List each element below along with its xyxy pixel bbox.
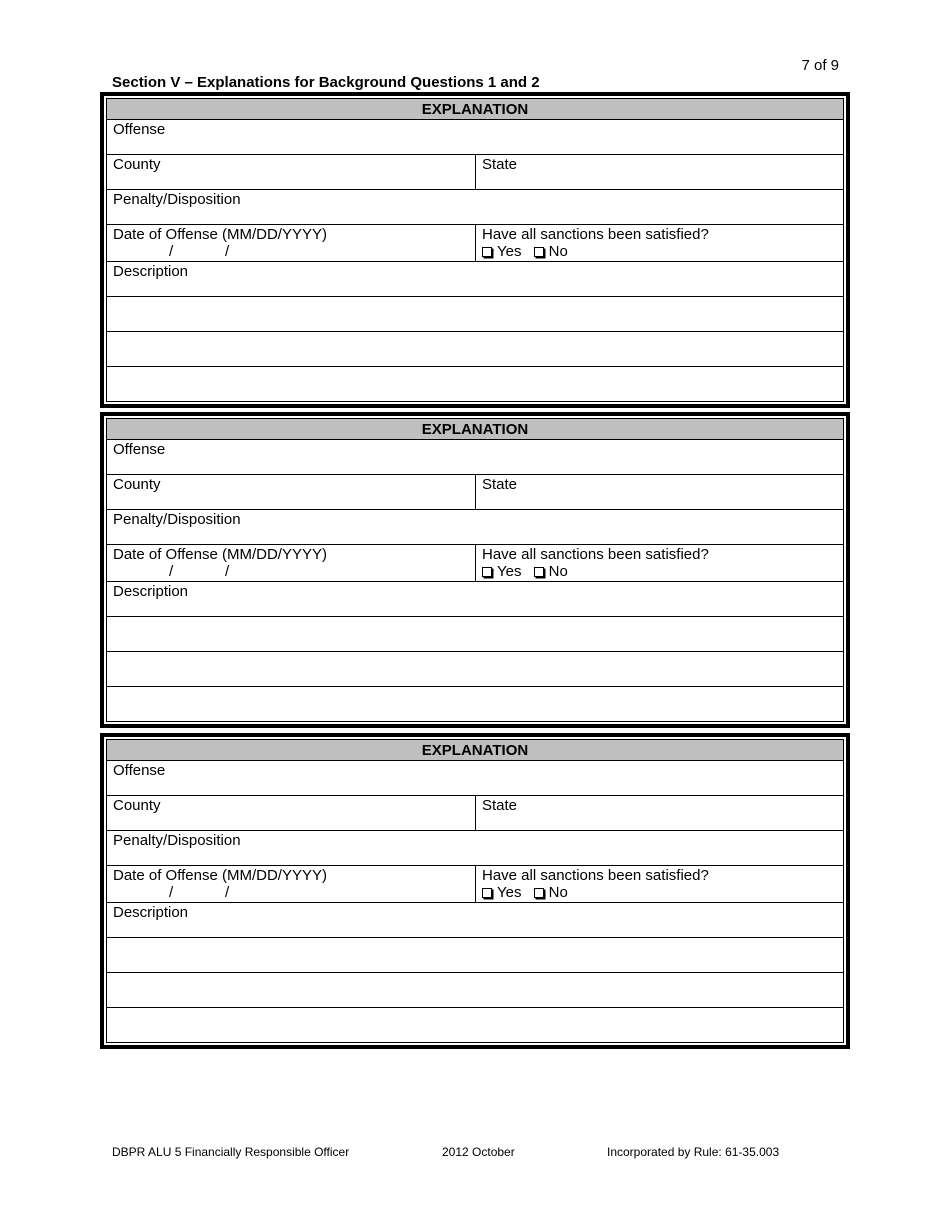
description-line[interactable] <box>107 367 843 401</box>
state-field[interactable] <box>476 155 843 189</box>
explanation-header: EXPLANATION <box>107 740 843 760</box>
offense-label: Offense <box>113 762 166 779</box>
date-separator: / <box>169 563 174 580</box>
date-of-offense-field[interactable] <box>107 225 476 261</box>
county-field[interactable] <box>107 475 476 509</box>
no-label: No <box>548 243 568 260</box>
penalty-label: Penalty/Disposition <box>113 511 241 528</box>
checkbox-icon <box>482 567 492 577</box>
page-number: 7 of 9 <box>801 57 839 74</box>
sanctions-field <box>476 545 843 581</box>
yes-label: Yes <box>497 884 522 901</box>
checkbox-icon <box>534 247 544 257</box>
checkbox-icon <box>482 888 492 898</box>
sanctions-field <box>476 866 843 902</box>
no-checkbox[interactable] <box>534 243 568 260</box>
offense-label: Offense <box>113 441 166 458</box>
yes-label: Yes <box>497 243 522 260</box>
state-label: State <box>482 476 518 493</box>
checkbox-icon <box>534 567 544 577</box>
penalty-field[interactable] <box>107 831 843 865</box>
explanation-block-1 <box>100 92 850 408</box>
offense-field[interactable] <box>107 761 843 795</box>
description-line[interactable] <box>107 332 843 366</box>
county-label: County <box>113 476 161 493</box>
penalty-label: Penalty/Disposition <box>113 191 241 208</box>
section-title: Section V – Explanations for Background Questions 1 and 2 <box>112 74 540 91</box>
yes-checkbox[interactable] <box>482 884 521 901</box>
penalty-field[interactable] <box>107 190 843 224</box>
offense-label: Offense <box>113 121 166 138</box>
no-label: No <box>548 884 568 901</box>
checkbox-icon <box>534 888 544 898</box>
sanctions-question: Have all sanctions been satisfied? <box>482 867 709 884</box>
description-label: Description <box>113 583 189 600</box>
county-label: County <box>113 797 161 814</box>
explanation-block-3 <box>100 733 850 1049</box>
date-separator: / <box>225 243 230 260</box>
offense-field[interactable] <box>107 120 843 154</box>
no-checkbox[interactable] <box>534 884 568 901</box>
offense-field[interactable] <box>107 440 843 474</box>
description-line[interactable] <box>107 1008 843 1042</box>
yes-checkbox[interactable] <box>482 243 521 260</box>
description-label: Description <box>113 904 189 921</box>
sanctions-question: Have all sanctions been satisfied? <box>482 546 709 563</box>
footer-form-name: DBPR ALU 5 Financially Responsible Officer <box>112 1145 350 1159</box>
date-separator: / <box>225 563 230 580</box>
date-of-offense-field[interactable] <box>107 866 476 902</box>
date-label: Date of Offense (MM/DD/YYYY) <box>113 546 327 563</box>
no-checkbox[interactable] <box>534 563 568 580</box>
footer-rule: Incorporated by Rule: 61-35.003 <box>607 1145 780 1159</box>
description-field[interactable] <box>107 903 843 937</box>
description-line[interactable] <box>107 652 843 686</box>
description-line[interactable] <box>107 687 843 721</box>
explanation-header: EXPLANATION <box>107 99 843 119</box>
penalty-label: Penalty/Disposition <box>113 832 241 849</box>
sanctions-question: Have all sanctions been satisfied? <box>482 226 709 243</box>
state-field[interactable] <box>476 475 843 509</box>
checkbox-icon <box>482 247 492 257</box>
description-line[interactable] <box>107 297 843 331</box>
description-line[interactable] <box>107 938 843 972</box>
penalty-field[interactable] <box>107 510 843 544</box>
yes-label: Yes <box>497 563 522 580</box>
description-label: Description <box>113 263 189 280</box>
footer-date: 2012 October <box>442 1145 515 1159</box>
explanation-block-2 <box>100 412 850 728</box>
date-separator: / <box>225 884 230 901</box>
state-label: State <box>482 797 518 814</box>
date-label: Date of Offense (MM/DD/YYYY) <box>113 867 327 884</box>
county-field[interactable] <box>107 796 476 830</box>
no-label: No <box>548 563 568 580</box>
state-field[interactable] <box>476 796 843 830</box>
date-separator: / <box>169 243 174 260</box>
yes-checkbox[interactable] <box>482 563 521 580</box>
county-field[interactable] <box>107 155 476 189</box>
description-field[interactable] <box>107 582 843 616</box>
county-label: County <box>113 156 161 173</box>
description-field[interactable] <box>107 262 843 296</box>
date-separator: / <box>169 884 174 901</box>
date-label: Date of Offense (MM/DD/YYYY) <box>113 226 327 243</box>
description-line[interactable] <box>107 617 843 651</box>
explanation-header: EXPLANATION <box>107 419 843 439</box>
state-label: State <box>482 156 518 173</box>
sanctions-field <box>476 225 843 261</box>
date-of-offense-field[interactable] <box>107 545 476 581</box>
description-line[interactable] <box>107 973 843 1007</box>
